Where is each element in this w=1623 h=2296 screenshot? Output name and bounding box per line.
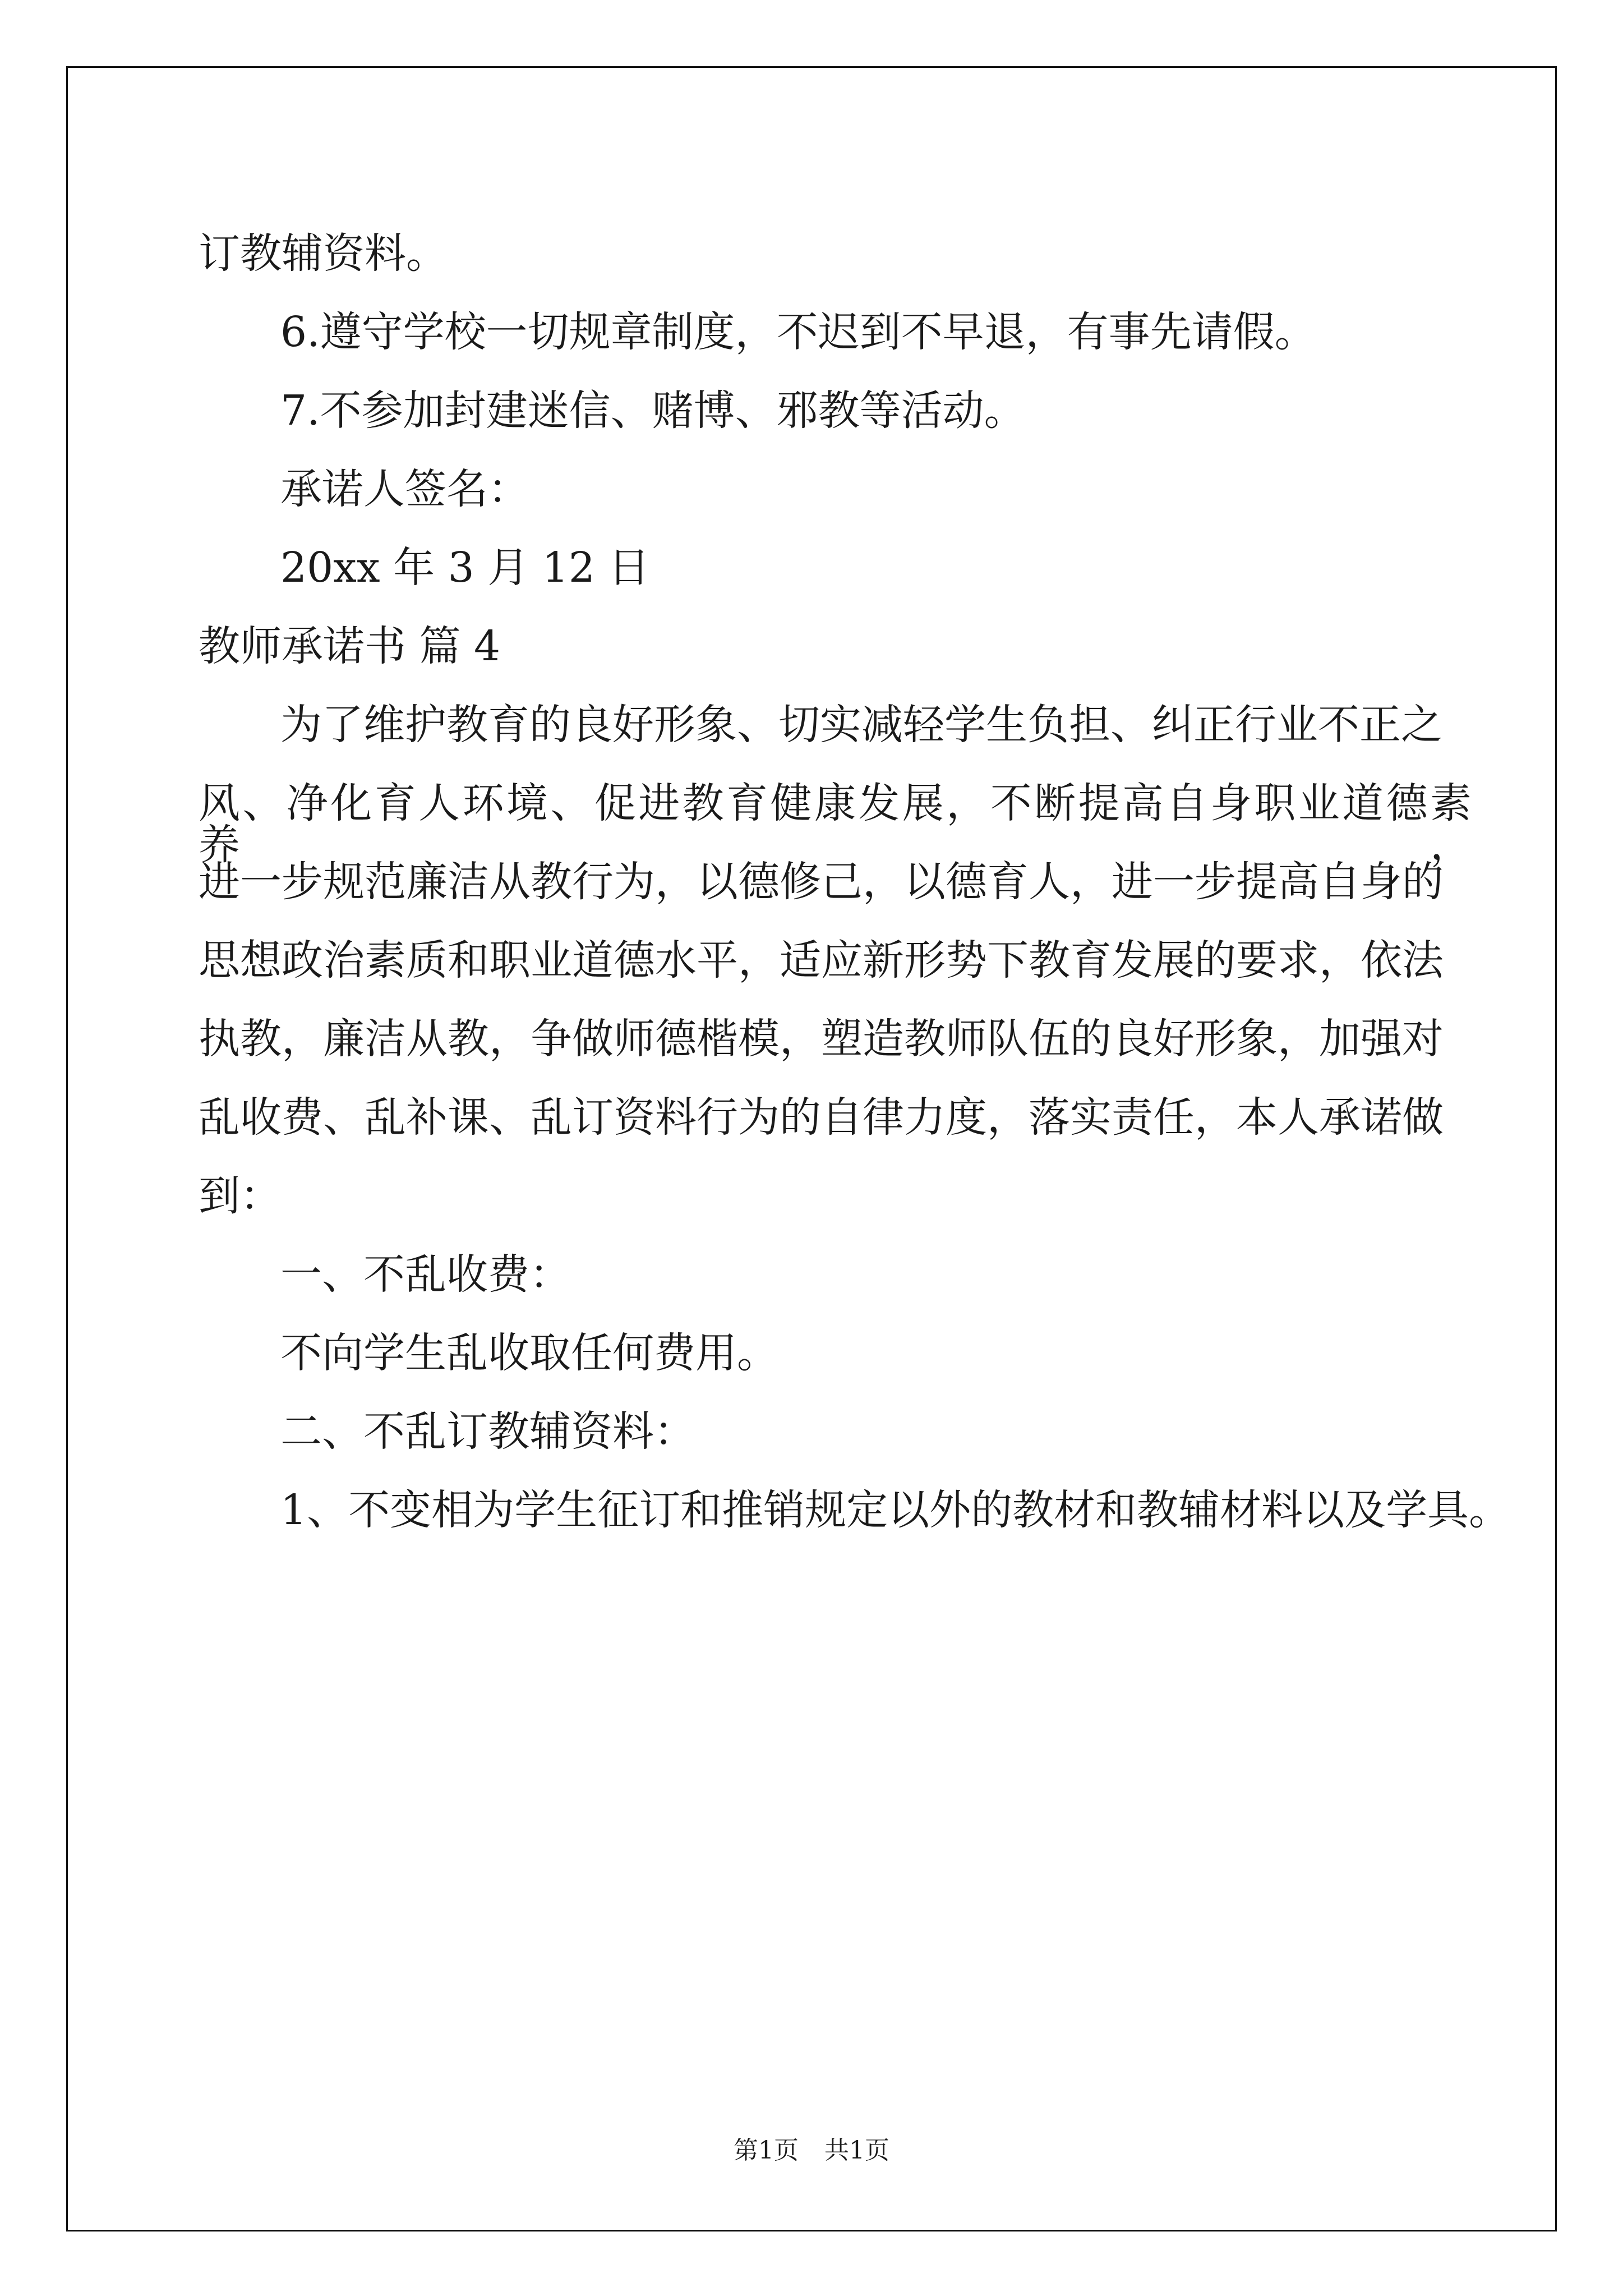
text-line: 7.不参加封建迷信、赌博、邪教等活动。	[280, 386, 1026, 435]
text-line: 执教，廉洁从教，争做师德楷模，塑造教师队伍的良好形象，加强对	[199, 1015, 1444, 1063]
text-line: 1、不变相为学生征订和推销规定以外的教材和教辅材料以及学具。	[280, 1486, 1511, 1534]
text-line: 风、净化育人环境、促进教育健康发展，不断提高自身职业道德素养，	[199, 779, 1472, 869]
subheading: 一、不乱收费：	[280, 1250, 571, 1299]
page-footer	[0, 2130, 1623, 2166]
text-line: 进一步规范廉洁从教行为，以德修己，以德育人，进一步提高自身的	[199, 858, 1444, 906]
signature-label: 承诺人签名：	[280, 465, 529, 513]
section-heading: 教师承诺书 篇 4	[199, 622, 501, 670]
text-line: 乱收费、乱补课、乱订资料行为的自律力度，落实责任，本人承诺做	[199, 1093, 1444, 1142]
text-line: 6.遵守学校一切规章制度，不迟到不早退，有事先请假。	[280, 308, 1316, 356]
text-line: 订教辅资料。	[199, 229, 448, 278]
page-number: 第1页	[734, 2136, 799, 2165]
page-count: 共1页	[824, 2136, 889, 2165]
text-line: 不向学生乱收取任何费用。	[280, 1329, 778, 1377]
text-line: 思想政治素质和职业道德水平，适应新形势下教育发展的要求，依法	[199, 936, 1444, 984]
text-line: 为了维护教育的良好形象、切实减轻学生负担、纠正行业不正之	[280, 701, 1442, 749]
subheading: 二、不乱订教辅资料：	[280, 1407, 695, 1456]
date-line: 20xx 年 3 月 12 日	[280, 544, 650, 592]
text-line: 到：	[199, 1172, 282, 1220]
